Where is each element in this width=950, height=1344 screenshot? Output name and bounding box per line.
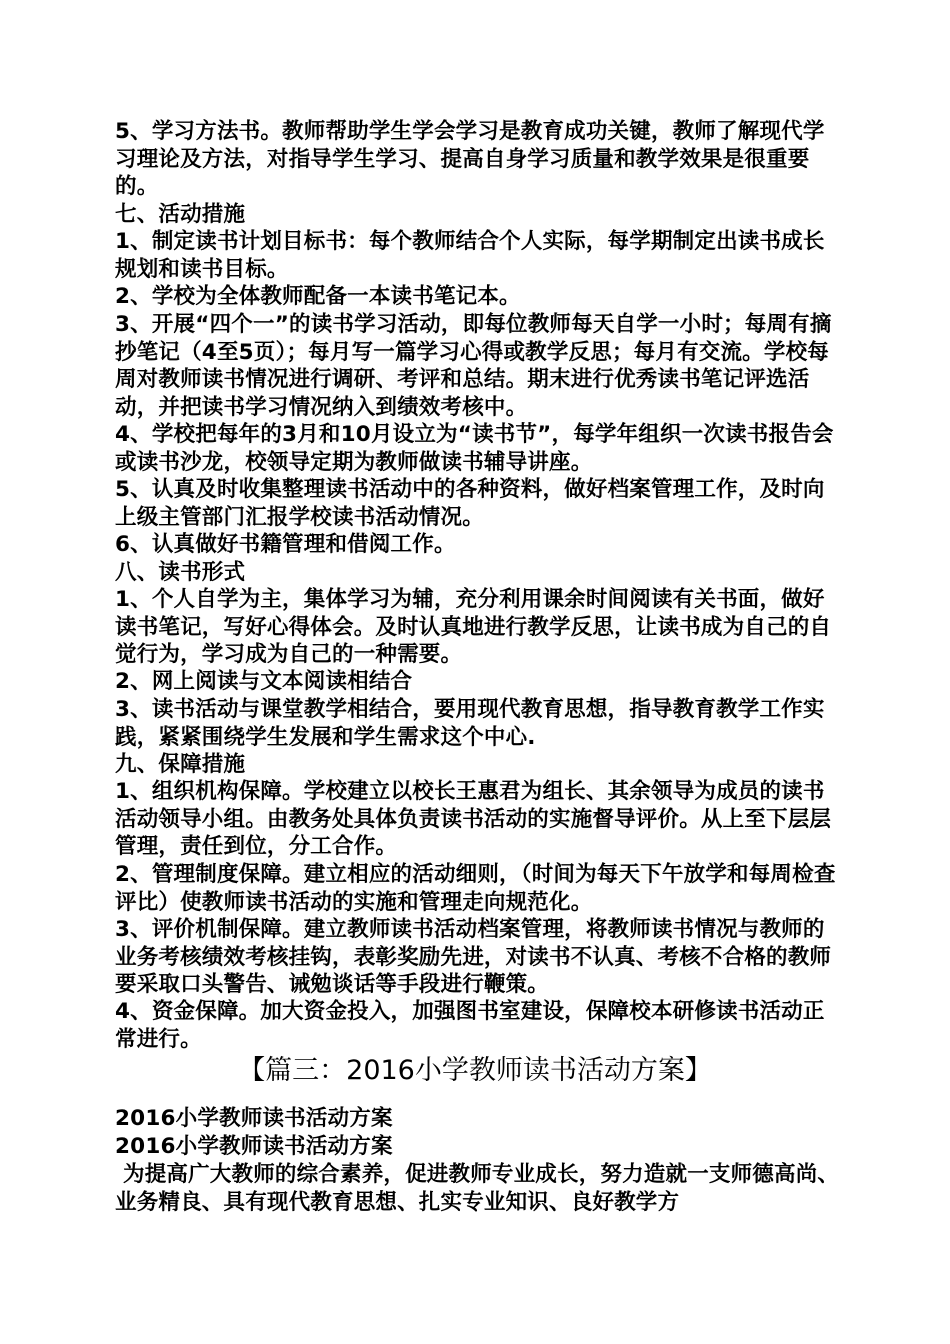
paragraph-study-methods: 5、学习方法书。教师帮助学生学会学习是教育成功关键，教师了解现代学习理论及方法，对指导学生学习、提高自身学习质量和教学效果是很重要的。 <box>115 119 825 199</box>
paragraph-organization: 1、组织机构保障。学校建立以校长王惠君为组长、其余领导为成员的读书活动领导小组。由教务处具体负责读书活动的实施督导评价。从上至下层层管理，责任到位，分工合作。 <box>115 779 832 859</box>
paragraph-four-ones: 3、开展“四个一”的读书学习活动，即每位教师每天自学一小时；每周有摘抄笔记（4至5页）；每月写一篇学习心得或教学反思；每月有交流。学校每周对教师读书情况进行调研、考评和总结。期末进行优秀读书笔记评选活动，并把读书学习情况纳入到绩效考核中。 <box>115 312 832 420</box>
paragraph-reading-festival: 4、学校把每年的3月和10月设立为“读书节”，每学年组织一次读书报告会或读书沙龙，校领导定期为教师做读书辅导讲座。 <box>115 422 834 475</box>
paragraph-management-system: 2、管理制度保障。建立相应的活动细则，（时间为每天下午放学和每周检查评比）使教师读书活动的实施和管理走向规范化。 <box>115 862 836 915</box>
paragraph-archive-management: 5、认真及时收集整理读书活动中的各种资料，做好档案管理工作，及时向上级主管部门汇报学校读书活动情况。 <box>115 477 825 530</box>
paragraph-funding: 4、资金保障。加大资金投入，加强图书室建设，保障校本研修读书活动正常进行。 <box>115 999 825 1052</box>
subtitle-first: 2016小学教师读书活动方案 <box>115 1106 393 1131</box>
subtitle-second: 2016小学教师读书活动方案 <box>115 1134 393 1159</box>
paragraph-book-management: 6、认真做好书籍管理和借阅工作。 <box>115 532 456 557</box>
paragraph-intro: 为提高广大教师的综合素养，促进教师专业成长，努力造就一支师德高尚、业务精良、具有现代教育思想、扎实专业知识、良好教学方 <box>115 1162 840 1215</box>
section-title: 【篇三：2016小学教师读书活动方案】 <box>238 1055 712 1086</box>
section-heading-reading-forms: 八、读书形式 <box>115 560 246 585</box>
paragraph-classroom-teaching: 3、读书活动与课堂教学相结合，要用现代教育思想，指导教育教学工作实践，紧紧围绕学生发展和学生需求这个中心. <box>115 697 825 750</box>
paragraph-self-study: 1、个人自学为主，集体学习为辅，充分利用课余时间阅读有关书面，做好读书笔记，写好心得体会。及时认真地进行教学反思，让读书成为自己的自觉行为，学习成为自己的一种需要。 <box>115 587 832 667</box>
paragraph-evaluation: 3、评价机制保障。建立教师读书活动档案管理，将教师读书情况与教师的业务考核绩效考核挂钩，表彰奖励先进，对读书不认真、考核不合格的教师要采取口头警告、诫勉谈话等手段进行鞭策。 <box>115 917 832 997</box>
section-heading-activity-measures: 七、活动措施 <box>115 202 246 227</box>
paragraph-notebook: 2、学校为全体教师配备一本读书笔记本。 <box>115 284 521 309</box>
paragraph-reading-plan: 1、制定读书计划目标书：每个教师结合个人实际，每学期制定出读书成长规划和读书目标。 <box>115 229 825 282</box>
paragraph-online-reading: 2、网上阅读与文本阅读相结合 <box>115 669 413 694</box>
section-heading-safeguards: 九、保障措施 <box>115 752 246 777</box>
